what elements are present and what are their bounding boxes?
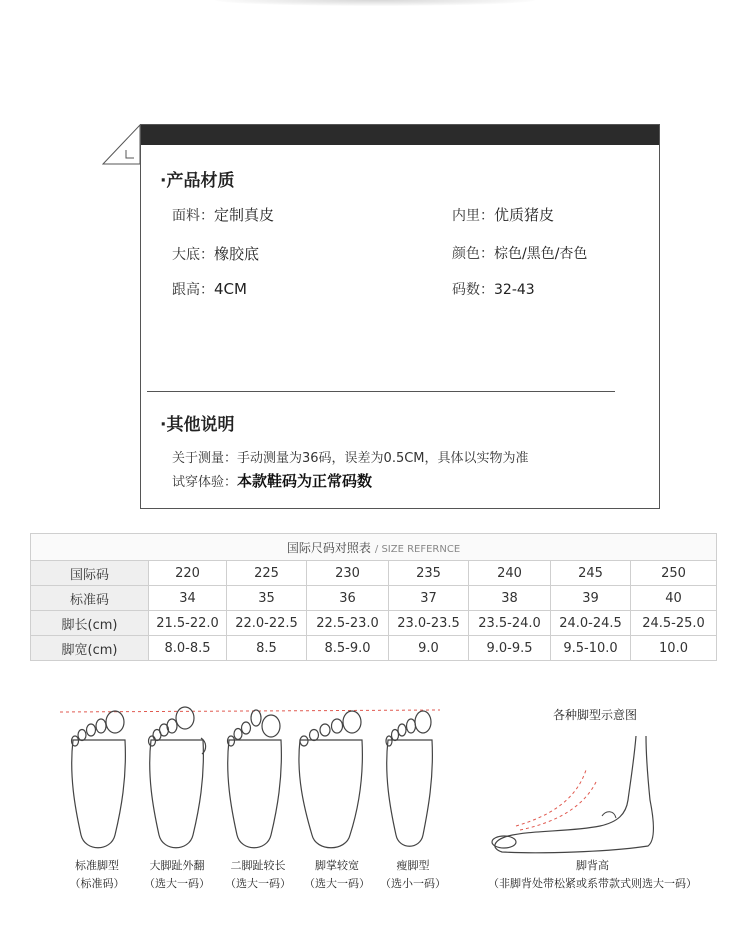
- foot-long-toe-icon: [228, 710, 282, 848]
- table-cell: 22.0-22.5: [227, 611, 307, 636]
- material-item-color: [452, 243, 587, 263]
- row-header: 标准码: [31, 586, 149, 611]
- material-item-fabric: [172, 204, 274, 225]
- table-subtitle: / SIZE REFERNCE: [374, 543, 461, 555]
- material-item-size: [452, 279, 535, 299]
- material-label: 码数：: [452, 282, 494, 298]
- foot-type-label: [218, 857, 298, 893]
- fit-text: 本款鞋码为正常码数: [237, 472, 373, 490]
- row-header: 脚长(cm): [31, 611, 149, 636]
- table-cell: 230: [307, 561, 389, 586]
- table-cell: 250: [631, 561, 717, 586]
- material-item-lining: [452, 204, 554, 225]
- diagram-title: 各种脚型示意图: [552, 708, 637, 722]
- foot-type-advice: （选小一码）: [380, 877, 446, 890]
- material-label: 大底：: [172, 247, 214, 263]
- foot-wide-icon: [299, 711, 362, 848]
- foot-outlines: [55, 700, 455, 860]
- table-cell: 21.5-22.0: [149, 611, 227, 636]
- foot-type-advice: （选大一码）: [144, 877, 210, 890]
- table-cell: 35: [227, 586, 307, 611]
- material-label: 颜色：: [452, 246, 494, 262]
- table-row: [31, 611, 717, 636]
- foot-type-advice: （选大一码）: [304, 877, 370, 890]
- table-cell: 37: [389, 586, 469, 611]
- foot-type-name: 大脚趾外翻: [149, 859, 205, 872]
- side-view-name: 脚背高: [576, 859, 609, 872]
- table-cell: 8.0-8.5: [149, 636, 227, 661]
- table-row: [31, 636, 717, 661]
- table-cell: 23.5-24.0: [469, 611, 551, 636]
- side-view-label: [470, 857, 715, 893]
- card-header-bar: [141, 125, 659, 145]
- material-value: 优质猪皮: [494, 206, 555, 224]
- top-shadow: [215, 0, 535, 6]
- foot-type-advice: （选大一码）: [225, 877, 291, 890]
- table-cell: 220: [149, 561, 227, 586]
- foot-side-view-icon: [480, 730, 710, 855]
- foot-type-name: 脚掌较宽: [315, 859, 359, 872]
- material-label: 内里：: [452, 208, 494, 224]
- folded-corner-icon: [102, 124, 147, 166]
- material-item-sole: [172, 243, 259, 264]
- table-cell: 38: [469, 586, 551, 611]
- table-title-text: 国际尺码对照表: [286, 540, 371, 555]
- table-title-row: [31, 534, 717, 561]
- foot-type-name: 二脚趾较长: [230, 859, 286, 872]
- table-cell: 24.5-25.0: [631, 611, 717, 636]
- table-cell: 8.5: [227, 636, 307, 661]
- material-value: 定制真皮: [214, 206, 275, 224]
- table-row: [31, 561, 717, 586]
- measure-note: [172, 447, 529, 466]
- row-header: 国际码: [31, 561, 149, 586]
- table-cell: 36: [307, 586, 389, 611]
- row-header: 脚宽(cm): [31, 636, 149, 661]
- table-cell: 22.5-23.0: [307, 611, 389, 636]
- material-value: 4CM: [214, 280, 247, 298]
- foot-type-section: [0, 690, 750, 920]
- table-cell: 9.0-9.5: [469, 636, 551, 661]
- size-table: [30, 533, 717, 661]
- materials-title: ·产品材质: [160, 171, 235, 191]
- notes-title: ·其他说明: [160, 415, 235, 435]
- material-label: 面料：: [172, 208, 214, 224]
- foot-type-advice: （标准码）: [69, 877, 125, 890]
- material-value: 32-43: [494, 282, 535, 298]
- fit-note: [172, 470, 372, 491]
- table-cell: 245: [551, 561, 631, 586]
- table-title: [31, 534, 717, 561]
- table-cell: 39: [551, 586, 631, 611]
- foot-bunion-icon: [149, 707, 206, 848]
- table-cell: 225: [227, 561, 307, 586]
- foot-type-label: [297, 857, 377, 893]
- table-cell: 34: [149, 586, 227, 611]
- measure-label: 关于测量：: [172, 451, 238, 466]
- table-cell: 235: [389, 561, 469, 586]
- table-cell: 40: [631, 586, 717, 611]
- side-view-advice: （非脚背处带松紧或系带款式则选大一码）: [488, 877, 697, 890]
- table-row: [31, 586, 717, 611]
- table-cell: 9.0: [389, 636, 469, 661]
- table-cell: 240: [469, 561, 551, 586]
- foot-slim-icon: [386, 711, 432, 846]
- foot-type-name: 标准脚型: [75, 859, 119, 872]
- table-cell: 10.0: [631, 636, 717, 661]
- foot-type-label: [57, 857, 137, 893]
- table-cell: 9.5-10.0: [551, 636, 631, 661]
- foot-type-label: [373, 857, 453, 893]
- table-cell: 23.0-23.5: [389, 611, 469, 636]
- material-card: [102, 124, 660, 509]
- material-value: 棕色/黑色/杏色: [494, 246, 588, 262]
- fit-label: 试穿体验：: [172, 475, 238, 490]
- table-cell: 24.0-24.5: [551, 611, 631, 636]
- material-value: 橡胶底: [214, 245, 260, 263]
- section-divider: [147, 391, 615, 392]
- table-cell: 8.5-9.0: [307, 636, 389, 661]
- foot-type-label: [137, 857, 217, 893]
- material-item-heel: [172, 279, 247, 299]
- material-label: 跟高：: [172, 282, 214, 298]
- foot-standard-icon: [72, 711, 126, 848]
- measure-text: 手动测量为36码，误差为0.5CM，具体以实物为准: [237, 451, 529, 466]
- foot-type-name: 瘦脚型: [396, 859, 430, 872]
